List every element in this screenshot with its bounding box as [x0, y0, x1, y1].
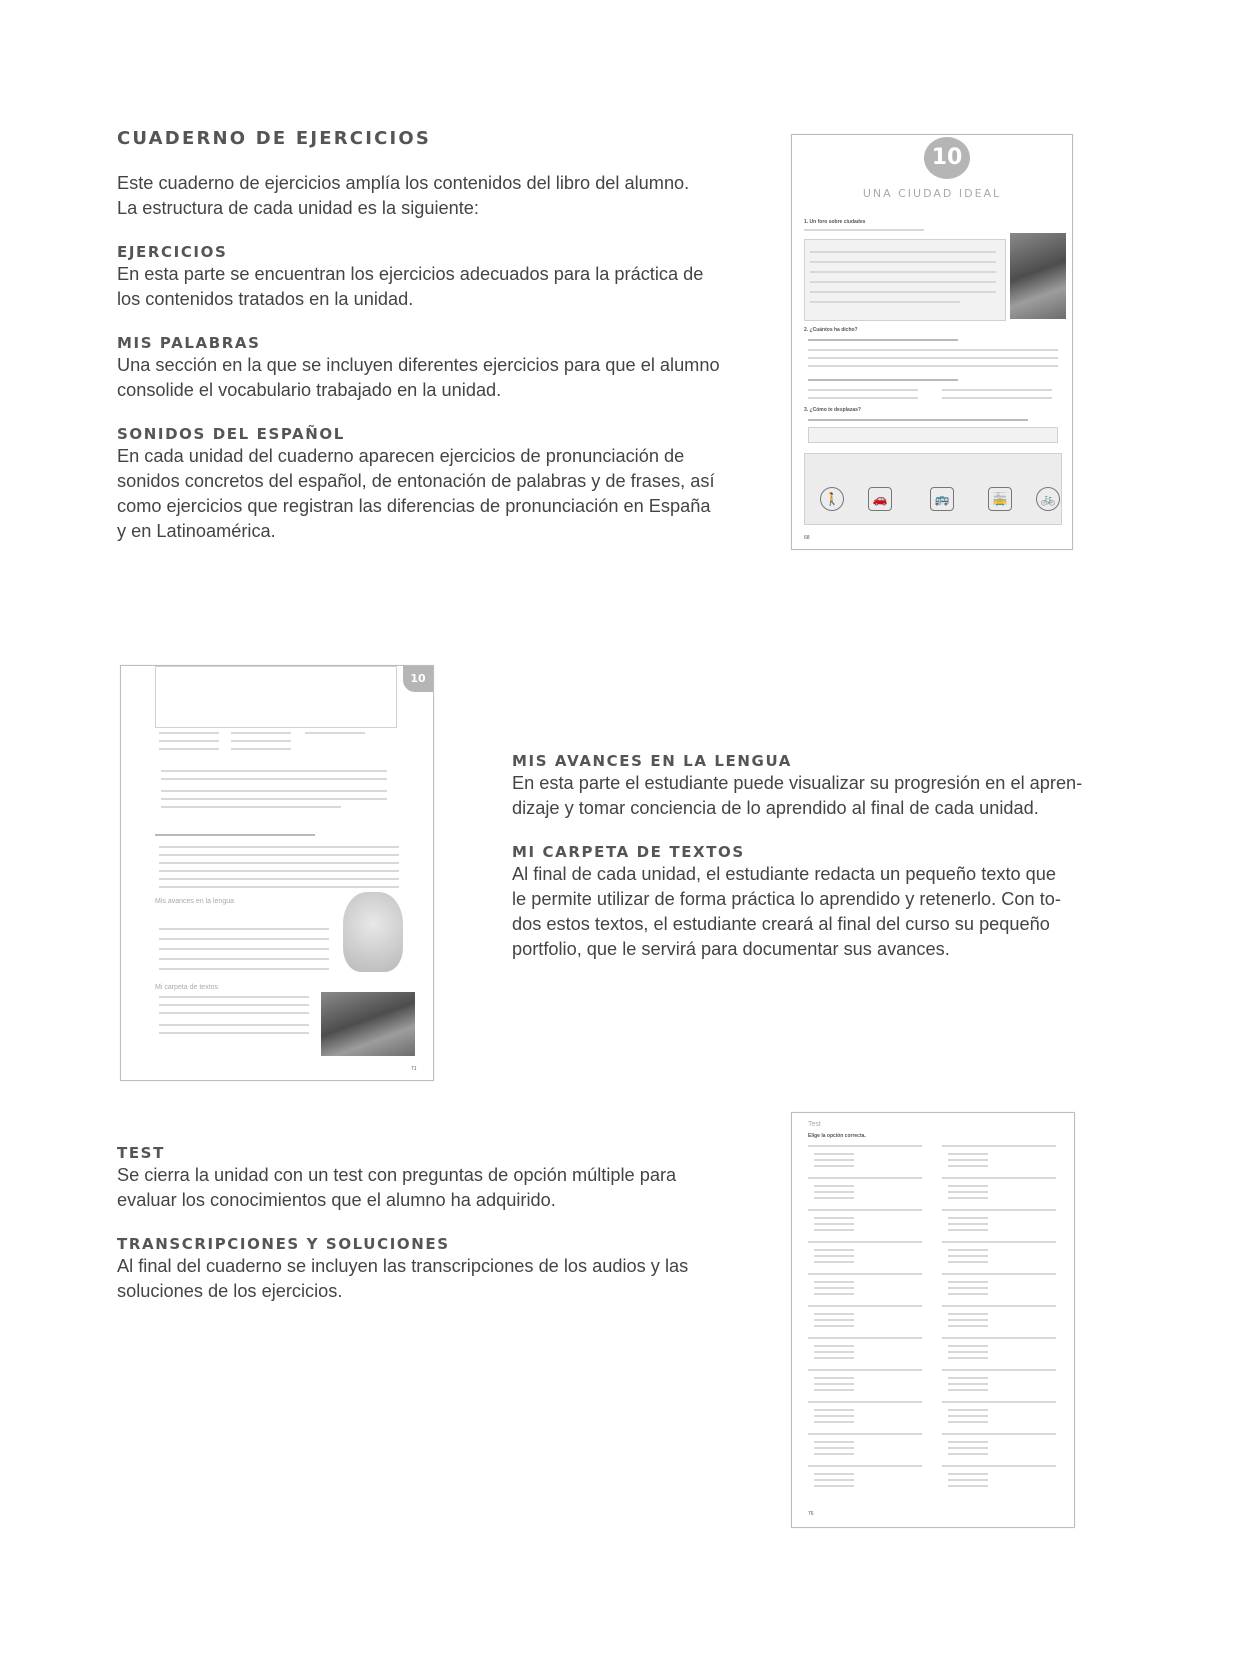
section-line: Se cierra la unidad con un test con preguntas de opción múltiple para — [117, 1165, 677, 1185]
pedestrian-icon: 🚶 — [820, 487, 844, 511]
section-line: evaluar los conocimientos que el alumno ha adquirido. — [117, 1190, 556, 1210]
section-line: y en Latinoamérica. — [117, 521, 276, 541]
tram-icon: 🚋 — [988, 487, 1012, 511]
exercise-title: 1. Un foro sobre ciudades — [804, 219, 866, 225]
section-line: consolide el vocabulario trabajado en la unidad. — [117, 380, 502, 400]
exercise-title: 3. ¿Cómo te desplazas? — [804, 407, 861, 413]
section-line: dizaje y tomar conciencia de lo aprendido al final de cada unidad. — [512, 798, 1039, 818]
village-photo — [321, 992, 415, 1056]
middle-block — [512, 752, 1132, 984]
section-line: dos estos textos, el estudiante creará al final del curso su pequeño — [512, 914, 1050, 934]
intro-block — [117, 128, 757, 566]
unit-number-badge: 10 — [924, 137, 970, 179]
section-line: En cada unidad del cuaderno aparecen ejercicios de pronunciación de — [117, 446, 685, 466]
section-heading: EJERCICIOS — [117, 243, 228, 261]
section-sonidos — [117, 425, 757, 544]
section-line: soluciones de los ejercicios. — [117, 1281, 343, 1301]
car-icon: 🚗 — [868, 487, 892, 511]
section-line: le permite utilizar de forma práctica lo aprendido y retenerlo. Con to- — [512, 889, 1061, 909]
section-test — [117, 1144, 757, 1213]
thumbnail-unit-page — [791, 134, 1073, 550]
page-title: CUADERNO DE EJERCICIOS — [117, 128, 432, 149]
page-number: 76 — [808, 1511, 814, 1517]
section-transcripciones — [117, 1235, 757, 1304]
backpack-illustration — [343, 892, 403, 972]
carpeta-title: Mi carpeta de textos — [155, 984, 219, 991]
section-heading: MI CARPETA DE TEXTOS — [512, 843, 745, 861]
section-line: sonidos concretos del español, de entonación de palabras y de frases, así — [117, 471, 715, 491]
bottom-block — [117, 1144, 757, 1326]
section-line: los contenidos tratados en la unidad. — [117, 289, 414, 309]
section-heading: SONIDOS DEL ESPAÑOL — [117, 425, 345, 443]
intro-line: Este cuaderno de ejercicios amplía los contenidos del libro del alumno. — [117, 173, 690, 193]
test-instruction: Elige la opción correcta. — [808, 1133, 866, 1139]
page-number: 71 — [411, 1066, 417, 1072]
section-heading: TRANSCRIPCIONES Y SOLUCIONES — [117, 1235, 450, 1253]
section-line: Al final de cada unidad, el estudiante redacta un pequeño texto que — [512, 864, 1057, 884]
section-heading: TEST — [117, 1144, 165, 1162]
test-header: Test — [808, 1121, 821, 1128]
unit-title: UNA CIUDAD IDEAL — [862, 187, 1002, 200]
section-line: Una sección en la que se incluyen diferentes ejercicios para que el alumno — [117, 355, 720, 375]
section-line: En esta parte se encuentran los ejercicios adecuados para la práctica de — [117, 264, 704, 284]
section-heading: MIS PALABRAS — [117, 334, 261, 352]
intro-line: La estructura de cada unidad es la siguiente: — [117, 198, 479, 218]
section-line: portfolio, que le servirá para documentar sus avances. — [512, 939, 950, 959]
thumbnail-test-page — [791, 1112, 1075, 1528]
section-ejercicios — [117, 243, 757, 312]
bus-icon: 🚌 — [930, 487, 954, 511]
section-carpeta — [512, 843, 1132, 962]
section-line: En esta parte el estudiante puede visualizar su progresión en el apren- — [512, 773, 1083, 793]
exercise-title: 2. ¿Cuántos ha dicho? — [804, 327, 858, 333]
thumbnail-sonidos-page — [120, 665, 434, 1081]
page-number: 68 — [804, 535, 810, 541]
unit-number-tab: 10 — [403, 666, 433, 692]
avances-title: Mis avances en la lengua — [155, 898, 234, 905]
bicycle-icon: 🚲 — [1036, 487, 1060, 511]
section-line: como ejercicios que registran las diferencias de pronunciación en España — [117, 496, 711, 516]
section-mis-palabras — [117, 334, 757, 403]
section-heading: MIS AVANCES EN LA LENGUA — [512, 752, 792, 770]
section-line: Al final del cuaderno se incluyen las transcripciones de los audios y las — [117, 1256, 689, 1276]
city-photo — [1010, 233, 1066, 319]
section-mis-avances — [512, 752, 1132, 821]
